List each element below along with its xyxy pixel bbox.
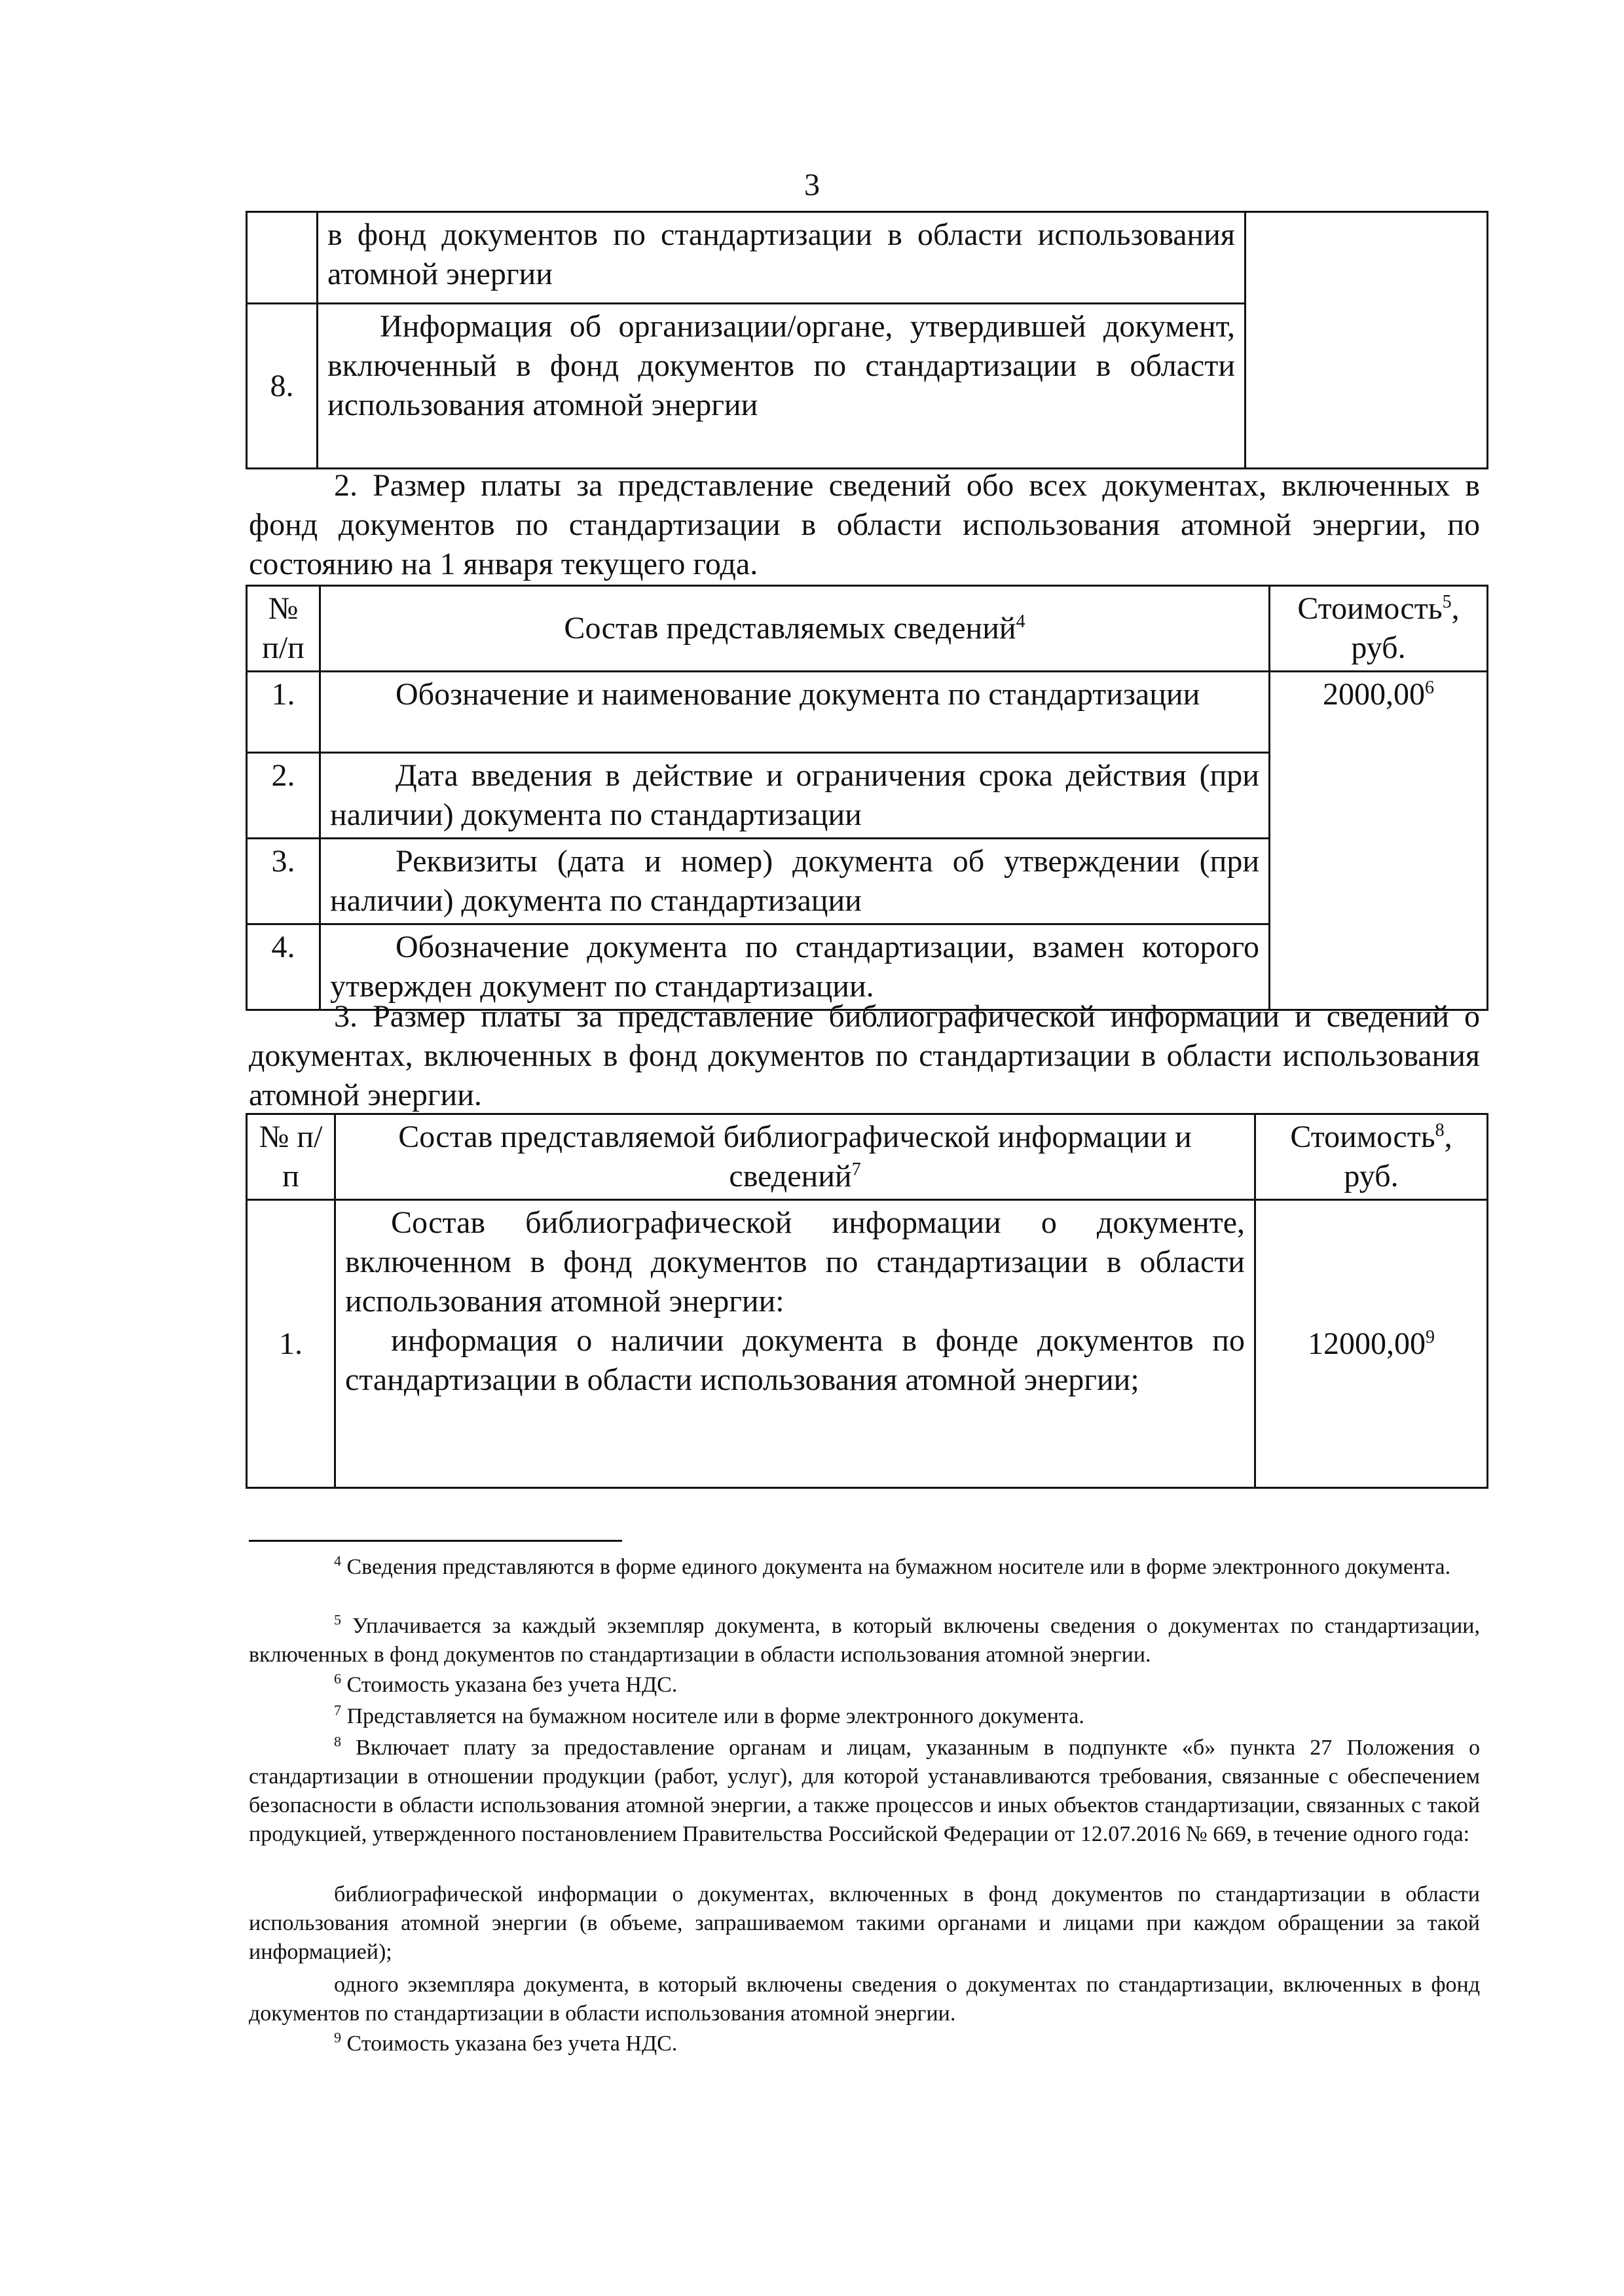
header-cost: Стоимость$^5$, руб. [1270, 586, 1488, 672]
footnote-6: $^6$ Стоимость указана без учета НДС. [334, 1670, 678, 1697]
header-content: Состав представляемых сведений$^4$ [320, 586, 1270, 672]
table-row [247, 672, 1488, 753]
footnote-4: $^4$ Сведения представляются в форме единого документа на бумажном носителе или в форме электронного документа. [334, 1552, 1451, 1579]
footnote-divider [249, 1540, 622, 1542]
table-row [247, 212, 1488, 304]
table-document-details [246, 585, 1488, 1011]
page-number: 3 [804, 168, 820, 202]
footnote-8: $^8$ Включает плату за предоставление органам и лицам, указанным в подпункте «б» пункта 27 Положения о стандартизации в отношении продукции (работ, услуг), для которой устанавливаются требования, связанные с обеспечением безопасности в области использования атомной энергии, а также процессов и иных объектов стандартизации, связанных с такой продукцией, утвержденного постановлением Правительства Российской Федерации от 12.07.2016 № 669, в течение одного года: [249, 1733, 1480, 1846]
header-number: № п/п [247, 586, 320, 672]
table-document-info-continued [246, 211, 1488, 469]
footnote-8-item-a: библиографической информации о документах, включенных в фонд документов по стандартизации в области использования атомной энергии (в объеме, запрашиваемом такими органами и лицами при каждом обращении за такой информацией); [249, 1882, 1480, 1964]
row-text [335, 1200, 1255, 1488]
row-text-a: Состав библиографической информации о документе, включенном в фонд документов по стандартизации в области использования атомной энергии: [345, 1205, 1245, 1319]
row-number: 1. [247, 672, 320, 753]
table-row [247, 1200, 1488, 1488]
footnote-5: $^5$ Уплачивается за каждый экземпляр документа, в который включены сведения о документах по стандартизации, включенных в фонд документов по стандартизации в области использования атомной энергии. [249, 1611, 1481, 1667]
section-2-heading: 2. Размер платы за представление сведений обо всех документах, включенных в фонд документов по стандартизации в области использования атомной энергии, по состоянию на 1 января текущего года. [249, 468, 1480, 581]
cost-value: 12000,00$^9$ [1255, 1200, 1488, 1488]
row-text: Информация об организации/органе, утвердившей документ, включенный в фонд документов по стандартизации в области использования атомной энергии [318, 304, 1246, 469]
row-number: 2. [247, 753, 320, 839]
row-number: 1. [247, 1200, 335, 1488]
row-number [247, 212, 318, 304]
header-number: № п/п [247, 1114, 335, 1200]
footnote-7: $^7$ Представляется на бумажном носителе или в форме электронного документа. [334, 1702, 1084, 1728]
table-header-row [247, 586, 1488, 672]
section-3-heading: 3. Размер платы за представление библиографической информации и сведений о документах, включенных в фонд документов по стандартизации в области использования атомной энергии. [249, 999, 1480, 1112]
header-cost: Стоимость$^8$, руб. [1255, 1114, 1488, 1200]
row-text: Дата введения в действие и ограничения срока действия (при наличии) документа по стандартизации [320, 753, 1270, 839]
footnote-8-item-b: одного экземпляра документа, в который включены сведения о документах по стандартизации, включенных в фонд документов по стандартизации в области использования атомной энергии. [249, 1973, 1480, 2026]
header-content: Состав представляемой библиографической информации и сведений$^7$ [335, 1114, 1255, 1200]
row-text-b: информация о наличии документа в фонде документов по стандартизации в области использования атомной энергии; [345, 1323, 1245, 1397]
row-text: в фонд документов по стандартизации в области использования атомной энергии [318, 212, 1246, 304]
row-text: Обозначение документа по стандартизации, взамен которого утвержден документ по стандартизации. [320, 924, 1270, 1010]
row-text: Реквизиты (дата и номер) документа об утверждении (при наличии) документа по стандартизации [320, 839, 1270, 924]
cost-value: 2000,00$^6$ [1270, 672, 1488, 1010]
row-number: 8. [247, 304, 318, 469]
table-header-row [247, 1114, 1488, 1200]
table-bibliographic-info [246, 1113, 1488, 1489]
row-text: Обозначение и наименование документа по стандартизации [320, 672, 1270, 753]
row-number: 3. [247, 839, 320, 924]
footnote-9: $^9$ Стоимость указана без учета НДС. [334, 2029, 678, 2056]
row-value [1246, 212, 1488, 469]
row-number: 4. [247, 924, 320, 1010]
